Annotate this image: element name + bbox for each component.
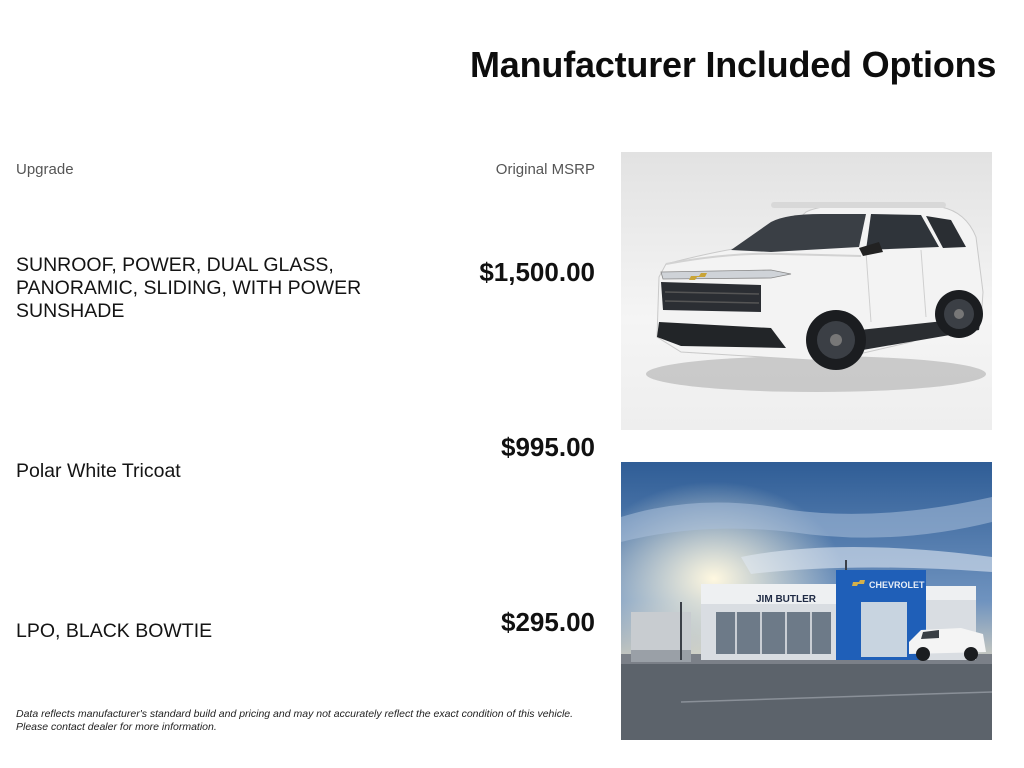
- dealership-photo: [621, 462, 992, 740]
- option-price: $295.00: [501, 607, 595, 637]
- column-header-upgrade: Upgrade: [16, 161, 74, 178]
- vehicle-photo: [621, 152, 992, 430]
- disclaimer: [16, 708, 616, 733]
- option-name: LPO, BLACK BOWTIE: [16, 620, 213, 642]
- page-title: Manufacturer Included Options: [470, 44, 997, 85]
- dealer-sign-right: CHEVROLET: [869, 580, 925, 590]
- option-name: SUNROOF, POWER, DUAL GLASS, PANORAMIC, SLIDING, WITH POWER SUNSHADE: [16, 254, 362, 322]
- disclaimer-line: Data reflects manufacturer's standard build and pricing and may not accurately reflect the exact condition of this vehicle.: [16, 708, 574, 720]
- option-price: $995.00: [501, 432, 595, 462]
- option-name: Polar White Tricoat: [16, 460, 181, 482]
- vehicle-illustration: [621, 152, 992, 430]
- dealer-sign-left: JIM BUTLER: [756, 594, 816, 605]
- option-price: $1,500.00: [479, 257, 595, 287]
- disclaimer-line: Please contact dealer for more information.: [16, 720, 217, 733]
- column-header-msrp: Original MSRP: [495, 161, 595, 178]
- dealership-illustration: [621, 462, 992, 740]
